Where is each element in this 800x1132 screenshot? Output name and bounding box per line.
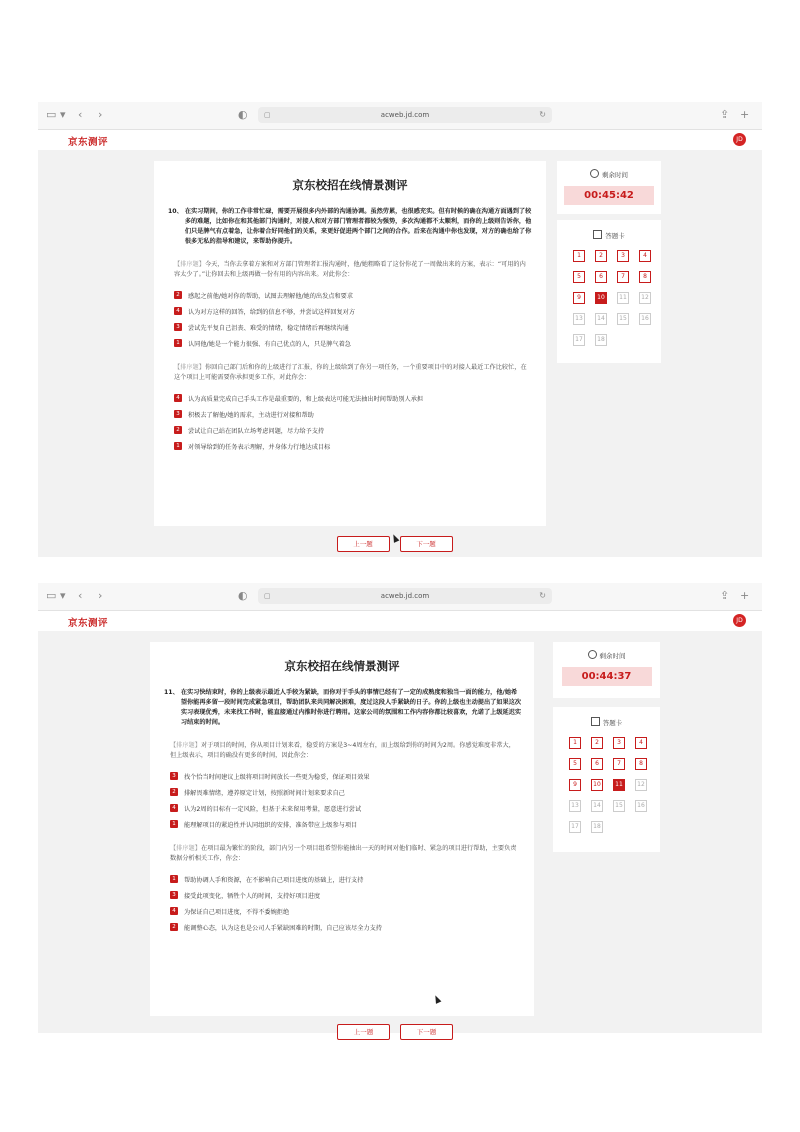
option-list bbox=[154, 390, 546, 454]
answer-card bbox=[557, 220, 661, 363]
address-bar[interactable] bbox=[258, 588, 552, 604]
share-icon[interactable]: ⇪ bbox=[720, 108, 730, 121]
ranking-option[interactable] bbox=[150, 887, 534, 903]
option-text: 找个恰当时间建议上级将项目时间放长一些更为稳妥，保证项目效果 bbox=[184, 773, 370, 781]
browser-toolbar bbox=[38, 102, 762, 130]
rank-badge: 4 bbox=[174, 307, 182, 315]
address-bar-url: acweb.jd.com bbox=[380, 111, 430, 119]
option-text: 认同他/她是一个能力很强、有自己优点的人，只是脾气着急 bbox=[188, 340, 351, 348]
rank-badge: 1 bbox=[170, 820, 178, 828]
option-list bbox=[150, 871, 534, 935]
answer-card-item[interactable]: 16 bbox=[639, 313, 651, 325]
question-text: 在实习期间，你的工作非常忙碌，需要开展很多内外部的沟通协调。虽然劳累，也很感充实。但有时候的确在沟通方面遇到了较多的难题，比如你在和其他部门沟通时，对接人和对方部门管理者都较为强势，多次沟通都不太顺利，而你的上级则告诉你，他们只是脾气有点着急，让你着合好同他们的关系，来更好促进两个部门之间的合作。后来在沟通中你也发现，对方的确也给了你很多无私的指导和建议，来帮助你提升。 bbox=[184, 208, 532, 245]
reload-icon[interactable]: ↻ bbox=[539, 110, 546, 119]
timer-panel bbox=[557, 161, 661, 214]
share-icon[interactable]: ⇪ bbox=[720, 589, 730, 602]
answer-card-item[interactable]: 7 bbox=[613, 758, 625, 770]
reload-icon[interactable]: ↻ bbox=[539, 591, 546, 600]
rank-badge: 2 bbox=[170, 923, 178, 931]
next-question-button[interactable]: 下一题 bbox=[400, 536, 453, 552]
chevron-down-icon[interactable]: ▾ bbox=[60, 108, 66, 121]
option-text: 排解畏难情绪，遵养原定计划，按照新时间计划来要求自己 bbox=[184, 789, 345, 797]
answer-card-item[interactable]: 5 bbox=[573, 271, 585, 283]
rank-badge: 1 bbox=[174, 339, 182, 347]
question-number: 10、 bbox=[168, 208, 183, 215]
sub-question bbox=[150, 844, 534, 863]
rank-badge: 2 bbox=[170, 788, 178, 796]
answer-card-item[interactable]: 6 bbox=[591, 758, 603, 770]
answer-card-item[interactable]: 9 bbox=[573, 292, 585, 304]
sub-question bbox=[150, 741, 534, 760]
page-title: 京东校招在线情景测评 bbox=[284, 659, 400, 673]
new-tab-icon[interactable]: + bbox=[740, 589, 750, 602]
sub-question-text: 对于项目的时间，你从项目计划来看，稳妥的方案是3~4周左右，而上级给到你的时间为2周。你感觉难度非常大，但上级表示，项目的确没有更多的时间，因此你会： bbox=[170, 742, 515, 759]
answer-card-item[interactable]: 3 bbox=[613, 737, 625, 749]
answer-card-item[interactable]: 12 bbox=[635, 779, 647, 791]
question-navigation bbox=[28, 1024, 762, 1040]
browser-window-1 bbox=[38, 102, 762, 557]
ranking-option[interactable] bbox=[154, 406, 546, 422]
ranking-option[interactable] bbox=[154, 319, 546, 335]
answer-card-item[interactable]: 4 bbox=[635, 737, 647, 749]
answer-card-item[interactable]: 2 bbox=[595, 250, 607, 262]
answer-card-item[interactable]: 15 bbox=[613, 800, 625, 812]
page-title: 京东校招在线情景测评 bbox=[292, 178, 408, 192]
ranking-option[interactable] bbox=[150, 919, 534, 935]
timer-label-text: 剩余时间 bbox=[599, 652, 626, 660]
answer-card-item[interactable]: 4 bbox=[639, 250, 651, 262]
question-type-tag: 【排序题】 bbox=[170, 845, 201, 852]
timer-value: 00:44:37 bbox=[562, 667, 652, 686]
answer-card-item[interactable]: 2 bbox=[591, 737, 603, 749]
sidebar-toggle-icon[interactable]: ▭ bbox=[46, 589, 57, 602]
jd-logo[interactable]: 京东测评 bbox=[68, 618, 109, 629]
forward-icon[interactable]: › bbox=[98, 108, 103, 121]
timer-value: 00:45:42 bbox=[564, 186, 654, 205]
prev-question-button[interactable]: 上一题 bbox=[337, 536, 390, 552]
answer-card-item[interactable]: 10 bbox=[595, 292, 607, 304]
answer-card-item[interactable]: 15 bbox=[617, 313, 629, 325]
timer-label-text: 剩余时间 bbox=[602, 171, 628, 179]
answer-card-label-text: 答题卡 bbox=[605, 232, 625, 240]
question-type-tag: 【排序题】 bbox=[174, 364, 205, 371]
sub-question-text: 今天，当你去拿着方案和对方部门管理者汇报沟通时，他/她粗略看了这份你花了一周做出来的方案，表示：“可用的内容太少了。”让你回去和上级再做一份有用的内容出来。对此你会： bbox=[174, 261, 526, 278]
ranking-option[interactable] bbox=[150, 800, 534, 816]
option-text: 感起之前他/她对你的帮助，试图去理解他/她的出发点和要求 bbox=[188, 292, 354, 300]
page-icon: ▢ bbox=[264, 111, 271, 119]
ranking-option[interactable] bbox=[154, 303, 546, 319]
answer-card-icon bbox=[593, 230, 602, 239]
ranking-option[interactable] bbox=[150, 871, 534, 887]
forward-icon[interactable]: › bbox=[98, 589, 103, 602]
rank-badge: 3 bbox=[174, 323, 182, 331]
app-viewport bbox=[38, 130, 762, 557]
question-panel bbox=[150, 642, 534, 1016]
option-text: 接受此项变化，牺牲个人的时间，支持好项目进度 bbox=[184, 892, 321, 900]
browser-window-2 bbox=[38, 583, 762, 1036]
address-bar-url: acweb.jd.com bbox=[380, 592, 430, 600]
rank-badge: 1 bbox=[174, 442, 182, 450]
question-type-tag: 【排序题】 bbox=[174, 261, 205, 268]
answer-card-grid bbox=[569, 737, 660, 833]
timer-label bbox=[553, 650, 660, 660]
answer-card-label bbox=[557, 230, 661, 240]
option-text: 能调整心态，认为这也是公司人手紧缺困难的时期，自己应该尽全力支持 bbox=[184, 924, 382, 932]
sub-question-text: 你回自己部门后和你的上级进行了汇报，你的上级给到了你另一项任务，一个重要项目中的对接人最近工作比较忙，在这个项目上可能需要你承担更多工作，对此你会： bbox=[174, 364, 527, 381]
answer-card-item[interactable]: 12 bbox=[639, 292, 651, 304]
ranking-option[interactable] bbox=[150, 784, 534, 800]
answer-card-item[interactable]: 1 bbox=[569, 737, 581, 749]
ranking-option[interactable] bbox=[154, 335, 546, 351]
ranking-option[interactable] bbox=[154, 422, 546, 438]
rank-badge: 1 bbox=[170, 875, 178, 883]
answer-card-item[interactable]: 5 bbox=[569, 758, 581, 770]
question-stem bbox=[154, 207, 546, 247]
page-icon: ▢ bbox=[264, 592, 271, 600]
question-text: 在实习快结束时，你的上级表示最近人手较为紧缺，而你对于手头的事情已经有了一定的成熟度和独当一面的能力，他/她希望你能再多留一段时间完成紧急项目，帮助团队来共同解决困难，度过这段人手紧缺的日子。你的上级也主动提出了如果这次实习表现优秀，未来找工作时，能直接通过内推时你进行聘用。这家公司的氛围和工作内容你都比较喜欢，允诺了上级延迟实习结束的时间。 bbox=[180, 689, 522, 726]
option-text: 积极去了解他/她的需求，主动进行对接和帮助 bbox=[188, 411, 314, 419]
answer-card-item[interactable]: 10 bbox=[591, 779, 603, 791]
avatar[interactable]: JD bbox=[733, 614, 746, 627]
app-viewport bbox=[38, 611, 762, 1036]
option-list bbox=[154, 287, 546, 351]
sub-question bbox=[154, 260, 546, 279]
rank-badge: 4 bbox=[170, 804, 178, 812]
option-text: 对领导给到的任务表示理解，并身体力行地达成目标 bbox=[188, 443, 331, 451]
back-icon[interactable]: ‹ bbox=[78, 589, 83, 602]
sub-question-text: 在项目最为繁忙的阶段，部门内另一个项目组希望你能抽出一天的时间对他们临时、紧急的项目进行帮助，主要负责数据分析相关工作，你会： bbox=[170, 845, 517, 862]
rank-badge: 4 bbox=[170, 907, 178, 915]
answer-card-label bbox=[553, 717, 660, 727]
ranking-option[interactable] bbox=[154, 390, 546, 406]
answer-card-item[interactable]: 3 bbox=[617, 250, 629, 262]
answer-card-item[interactable]: 7 bbox=[617, 271, 629, 283]
answer-card-grid bbox=[573, 250, 661, 346]
ranking-option[interactable] bbox=[150, 903, 534, 919]
question-stem bbox=[150, 688, 534, 728]
answer-card-item[interactable]: 18 bbox=[591, 821, 603, 833]
next-question-button[interactable]: 下一题 bbox=[400, 1024, 453, 1040]
clock-icon bbox=[590, 169, 599, 178]
option-text: 帮助协调人手和资源，在不影响自己项目进度的基础上，进行支持 bbox=[184, 876, 364, 884]
question-type-tag: 【排序题】 bbox=[170, 742, 201, 749]
answer-card-item[interactable]: 8 bbox=[639, 271, 651, 283]
app-header bbox=[38, 130, 762, 150]
answer-card-item[interactable]: 18 bbox=[595, 334, 607, 346]
shield-icon[interactable]: ◐ bbox=[238, 108, 248, 121]
rank-badge: 3 bbox=[174, 410, 182, 418]
prev-question-button[interactable]: 上一题 bbox=[337, 1024, 390, 1040]
timer-panel bbox=[553, 642, 660, 698]
answer-card-item[interactable]: 11 bbox=[617, 292, 629, 304]
answer-card-item[interactable]: 9 bbox=[569, 779, 581, 791]
answer-card-item[interactable]: 13 bbox=[573, 313, 585, 325]
address-bar[interactable] bbox=[258, 107, 552, 123]
answer-card-item[interactable]: 1 bbox=[573, 250, 585, 262]
answer-card-item[interactable]: 17 bbox=[573, 334, 585, 346]
option-text: 为保证自己项目进度，不得不委婉拒绝 bbox=[184, 908, 290, 916]
answer-card-item[interactable]: 11 bbox=[613, 779, 625, 791]
timer-label bbox=[557, 169, 661, 179]
answer-card-item[interactable]: 6 bbox=[595, 271, 607, 283]
answer-card-item[interactable]: 13 bbox=[569, 800, 581, 812]
answer-card-item[interactable]: 17 bbox=[569, 821, 581, 833]
shield-icon[interactable]: ◐ bbox=[238, 589, 248, 602]
answer-card-item[interactable]: 16 bbox=[635, 800, 647, 812]
question-number: 11、 bbox=[164, 689, 179, 696]
answer-card bbox=[553, 707, 660, 852]
option-text: 尝试让自己站在团队立场考虑问题，尽力给予支持 bbox=[188, 427, 325, 435]
new-tab-icon[interactable]: + bbox=[740, 108, 750, 121]
answer-card-item[interactable]: 14 bbox=[591, 800, 603, 812]
rank-badge: 4 bbox=[174, 394, 182, 402]
option-list bbox=[150, 768, 534, 832]
option-text: 认为2周的目标有一定风险，但基于未来留用考量，愿意进行尝试 bbox=[184, 805, 362, 813]
ranking-option[interactable] bbox=[150, 816, 534, 832]
question-panel bbox=[154, 161, 546, 526]
option-text: 认为对方这样的回答，给到的信息不够，并尝试这样回复对方 bbox=[188, 308, 356, 316]
rank-badge: 3 bbox=[170, 891, 178, 899]
answer-card-item[interactable]: 8 bbox=[635, 758, 647, 770]
sidebar-toggle-icon[interactable]: ▭ bbox=[46, 108, 57, 121]
app-header bbox=[38, 611, 762, 631]
rank-badge: 3 bbox=[170, 772, 178, 780]
clock-icon bbox=[588, 650, 597, 659]
browser-toolbar bbox=[38, 583, 762, 611]
ranking-option[interactable] bbox=[154, 438, 546, 454]
avatar[interactable]: JD bbox=[733, 133, 746, 146]
answer-card-label-text: 答题卡 bbox=[602, 719, 623, 727]
answer-card-item[interactable]: 14 bbox=[595, 313, 607, 325]
rank-badge: 2 bbox=[174, 426, 182, 434]
option-text: 认为高质量完成自己手头工作是最重要的，和上级表达可能无法抽出时间帮助别人承担 bbox=[188, 395, 424, 403]
jd-logo[interactable]: 京东测评 bbox=[68, 137, 109, 148]
ranking-option[interactable] bbox=[150, 768, 534, 784]
sub-question bbox=[154, 363, 546, 382]
rank-badge: 2 bbox=[174, 291, 182, 299]
ranking-option[interactable] bbox=[154, 287, 546, 303]
chevron-down-icon[interactable]: ▾ bbox=[60, 589, 66, 602]
option-text: 能理解项目的紧迫性并认同组织的安排，准备带应上级参与项目 bbox=[184, 821, 358, 829]
answer-card-icon bbox=[591, 717, 600, 726]
back-icon[interactable]: ‹ bbox=[78, 108, 83, 121]
option-text: 尝试先平复自己沮丧、难受的情绪，稳定情绪后再继续沟通 bbox=[188, 324, 349, 332]
